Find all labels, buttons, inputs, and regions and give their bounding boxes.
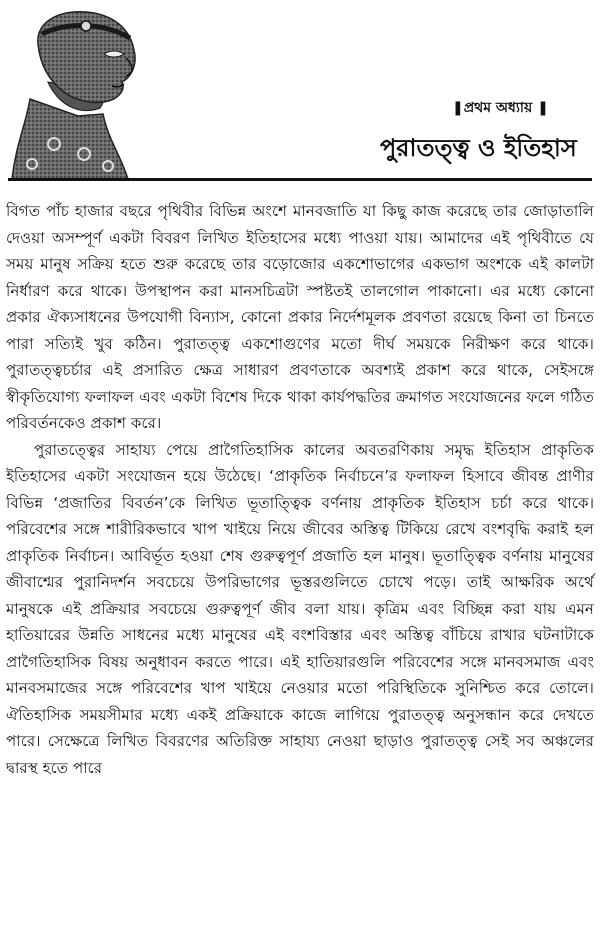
chapter-label: ❚প্রথম অধ্যায় ❚ [452,100,549,116]
chapter-title: পুরাতত্ত্ব ও ইতিহাস [380,134,577,162]
body-text [6,198,594,781]
paragraph-2: পুরাতত্ত্বের সাহায্য পেয়ে প্রাগৈতিহাসিক কালের অবতরণিকায় সমৃদ্ধ ইতিহাস প্রাকৃতিক ইতিহাসের একটা সংযোজন হয়ে উঠেছে। ‘প্রাকৃতিক নির্বাচনে’র ফলাফল হিসাবে জীবন্ত প্রাণীর বিভিন্ন ‘প্রজাতির বিবর্তন’কে লিখিত ভূতাত্ত্বিক বর্ণনায় প্রাকৃতিক ইতিহাস চর্চা করে থাকে। পরিবেশের সঙ্গে শারীরিকভাবে খাপ খাইয়ে নিয়ে জীবের অস্তিত্ব টিকিয়ে রেখে বংশবৃদ্ধি করাই হল প্রাকৃতিক নির্বাচন। আবির্ভূত হওয়া শেষ গুরুত্বপূর্ণ প্রজাতি হল মানুষ। ভূতাত্ত্বিক বর্ণনায় মানুষের জীবাশ্মের পুরানিদর্শন সবচেয়ে উপরিভাগের ভূস্তরগুলিতে চোখে পড়ে। তাই আক্ষরিক অর্থে মানুষকে এই প্রক্রিয়ার সবচেয়ে গুরুত্বপূর্ণ জীব বলা যায়। কৃত্রিম এবং বিচ্ছিন্ন করা যায় এমন হাতিয়ারের উন্নতি সাধনের মধ্যে মানুষের এই বংশবিস্তার এবং অস্তিত্ব বাঁচিয়ে রাখার ঘটনাটাকে প্রাগৈতিহাসিক বিষয় অনুধাবন করতে পারে। এই হাতিয়ারগুলি পরিবেশের সঙ্গে মানবসমাজ এবং মানবসমাজের সঙ্গে পরিবেশের খাপ খাইয়ে নেওয়ার মতো পরিস্থিতিকে সুনিশ্চিত করে তোলে। ঐতিহাসিক সময়সীমার মধ্যে একই প্রক্রিয়াকে কাজে লাগিয়ে পুরাতত্ত্ব অনুসন্ধান করে দেখতে পারে। সেক্ষেত্রে লিখিত বিবরণের অতিরিক্ত সাহায্য নেওয়া ছাড়াও পুরাতত্ত্ব সেই সব অঞ্চলের দ্বারস্থ হতে পারে [6,440,594,777]
paragraph-1: বিগত পাঁচ হাজার বছরে পৃথিবীর বিভিন্ন অংশে মানবজাতি যা কিছু কাজ করেছে তার জোড়াতালি দেওয়া অসম্পূর্ণ একটা বিবরণ লিখিত ইতিহাসের মধ্যে পাওয়া যায়। আমাদের এই পৃথিবীতে যে সময় মানুষ সক্রিয় হতে শুরু করেছে তার বড়োজোর একশোভাগের একভাগ অংশকে এই কালটা নির্ধারণ করে থাকে। উপস্থাপন করা মানসচিত্রটা স্পষ্টতই তালগোল পাকানো। এর মধ্যে কোনো প্রকার ঐক্যসাধনের উপযোগী বিন্যাস, কোনো প্রকার নির্দেশমূলক প্রবণতা রয়েছে কিনা তা চিনতে পারা সত্যিই খুব কঠিন। পুরাতত্ত্ব একশোগুণের মতো দীর্ঘ সময়কে নিরীক্ষণ করে থাকে। পুরাতত্ত্বচর্চার এই প্রসারিত ক্ষেত্র সাধারণ প্রবণতাকে অবশ্যই প্রকাশ করে থাকে, সেইসঙ্গে স্বীকৃতিযোগ্য ফলাফল এবং একটা বিশেষ দিকে থাকা কার্যপদ্ধতির ক্রমাগত সংযোজনের ফলে গঠিত পরিবর্তনকেও প্রকাশ করে। [6,202,594,432]
sculpture-head-illustration [8,4,143,179]
title-divider [8,178,592,181]
